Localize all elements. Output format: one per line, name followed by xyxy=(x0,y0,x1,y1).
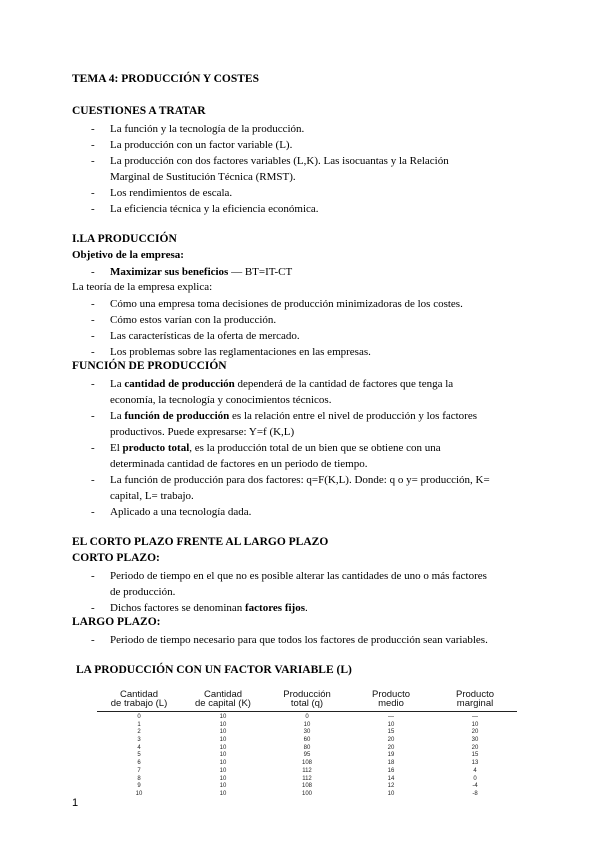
table-cell: 0 xyxy=(137,714,141,720)
list-item: - La eficiencia técnica y la eficiencia económica. xyxy=(91,201,551,217)
table-cell: -4 xyxy=(472,783,478,790)
table-cell: 30 xyxy=(303,729,311,736)
header-cell: Cantidad de capital (K) xyxy=(195,689,251,709)
page-number: 1 xyxy=(72,797,79,809)
corto-plazo-list xyxy=(91,568,561,616)
table-cell: 60 xyxy=(303,737,311,744)
table-cell: 30 xyxy=(471,737,479,744)
teoria-list xyxy=(91,296,551,360)
table-row xyxy=(97,729,517,737)
table-cell: 14 xyxy=(387,775,395,782)
table-cell: 100 xyxy=(301,790,312,797)
list-item: - Aplicado a una tecnología dada. xyxy=(91,504,561,520)
table-cell: 1 xyxy=(137,721,141,728)
production-table xyxy=(97,690,517,799)
header-cell: Producto medio xyxy=(371,689,411,709)
table-cell: 15 xyxy=(471,752,479,759)
table-row xyxy=(97,783,517,791)
table-cell: 8 xyxy=(137,775,141,782)
list-item: - Las características de la oferta de mercado. xyxy=(91,328,551,344)
table-cell: 5 xyxy=(137,752,141,759)
table-cell: 10 xyxy=(219,729,227,736)
list-item: - La producción con dos factores variables (L,K). Las isocuantas y la Relación Marginal de Sustitución Técnica (RMST). xyxy=(91,153,551,185)
table-cell: 112 xyxy=(302,775,312,782)
table-row xyxy=(97,768,517,776)
corto-plazo-heading: CORTO PLAZO: xyxy=(72,552,160,564)
list-item: - Dichos factores se denominan factores fijos. xyxy=(91,600,561,616)
table-cell: 3 xyxy=(137,737,141,744)
header-cell: Producción total (q) xyxy=(283,689,331,709)
header-cell: Cantidad de trabajo (L) xyxy=(110,689,168,709)
factor-variable-heading: LA PRODUCCIÓN CON UN FACTOR VARIABLE (L) xyxy=(76,664,352,676)
largo-plazo-heading: LARGO PLAZO: xyxy=(72,616,161,628)
table-row xyxy=(97,745,517,753)
table-cell: 10 xyxy=(471,721,479,728)
table-cell: 108 xyxy=(301,783,312,790)
table-cell: — xyxy=(472,714,478,720)
table-body xyxy=(97,714,517,799)
table-cell: 10 xyxy=(219,775,227,782)
table-row xyxy=(97,737,517,745)
table-cell: 20 xyxy=(387,737,395,744)
table-row xyxy=(97,714,517,722)
table-cell: 10 xyxy=(387,790,395,797)
table-cell: 10 xyxy=(219,767,227,774)
list-item: - Cómo estos varían con la producción. xyxy=(91,312,551,328)
table-row xyxy=(97,776,517,784)
table-cell: 10 xyxy=(135,790,143,797)
table-rule xyxy=(97,711,517,712)
list-item: - La cantidad de producción dependerá de la cantidad de factores que tenga la economía, la tecnología y conocimientos técnicos. xyxy=(91,376,561,408)
table-cell: 10 xyxy=(303,721,311,728)
produccion-heading: I.LA PRODUCCIÓN xyxy=(72,233,177,245)
table-cell: 9 xyxy=(137,783,141,790)
table-cell: 10 xyxy=(219,744,227,751)
list-item: - La función de producción para dos factores: q=F(K,L). Donde: q o y= producción, K= capital, L= trabajo. xyxy=(91,472,561,504)
table-row xyxy=(97,752,517,760)
list-item: - La producción con un factor variable (L). xyxy=(91,137,551,153)
table-cell: 10 xyxy=(219,721,227,728)
table-cell: 20 xyxy=(387,744,395,751)
largo-plazo-list xyxy=(91,632,561,648)
list-item: - El producto total, es la producción total de un bien que se obtiene con una determinada cantidad de factores en un periodo de tiempo. xyxy=(91,440,561,472)
funcion-list xyxy=(91,376,561,520)
list-item: - Maximizar sus beneficios — BT=IT-CT xyxy=(91,264,551,280)
table-row xyxy=(97,791,517,799)
table-cell: 10 xyxy=(219,783,227,790)
table-cell: 80 xyxy=(303,744,311,751)
list-item: - Cómo una empresa toma decisiones de producción minimizadoras de los costes. xyxy=(91,296,551,312)
page-title: TEMA 4: PRODUCCIÓN Y COSTES xyxy=(72,73,259,85)
table-cell: 15 xyxy=(387,729,395,736)
table-cell: 10 xyxy=(387,721,395,728)
plazo-heading: EL CORTO PLAZO FRENTE AL LARGO PLAZO xyxy=(72,536,329,548)
table-cell: 4 xyxy=(137,744,141,751)
table-cell: 18 xyxy=(387,760,395,767)
table-cell: -8 xyxy=(472,790,478,797)
table-cell: 95 xyxy=(303,752,311,759)
table-cell: 112 xyxy=(302,767,312,774)
table-cell: 10 xyxy=(219,752,227,759)
table-cell: 2 xyxy=(137,729,141,736)
objetivo-list xyxy=(91,264,551,280)
teoria-text: La teoría de la empresa explica: xyxy=(72,281,213,293)
table-cell: 10 xyxy=(219,714,227,720)
table-cell: 10 xyxy=(219,737,227,744)
list-item: - Periodo de tiempo en el que no es posible alterar las cantidades de uno o más factores de producción. xyxy=(91,568,561,600)
table-cell: 19 xyxy=(387,752,395,759)
table-cell: 16 xyxy=(387,767,395,774)
table-cell: 6 xyxy=(137,760,141,767)
list-item: - Los problemas sobre las reglamentaciones en las empresas. xyxy=(91,344,551,360)
table-header xyxy=(97,690,517,708)
cuestiones-heading: CUESTIONES A TRATAR xyxy=(72,105,206,117)
table-cell: 0 xyxy=(305,714,309,720)
table-cell: 20 xyxy=(471,744,479,751)
header-cell: Producto marginal xyxy=(455,689,495,709)
table-cell: — xyxy=(388,714,394,720)
objetivo-label: Objetivo de la empresa: xyxy=(72,249,184,261)
table-cell: 13 xyxy=(471,760,479,767)
table-cell: 10 xyxy=(219,790,227,797)
list-item: - La función de producción es la relación entre el nivel de producción y los factores productivos. Puede expresarse: Y=f (K,L) xyxy=(91,408,561,440)
table-row xyxy=(97,760,517,768)
list-item: - Periodo de tiempo necesario para que todos los factores de producción sean variables. xyxy=(91,632,561,648)
list-item: - La función y la tecnología de la producción. xyxy=(91,121,551,137)
table-row xyxy=(97,722,517,730)
table-cell: 7 xyxy=(137,767,141,774)
table-cell: 12 xyxy=(387,783,395,790)
table-cell: 0 xyxy=(473,775,477,782)
funcion-heading: FUNCIÓN DE PRODUCCIÓN xyxy=(72,360,227,372)
table-cell: 10 xyxy=(219,760,227,767)
table-cell: 4 xyxy=(473,767,477,774)
list-item: - Los rendimientos de escala. xyxy=(91,185,551,201)
table-cell: 20 xyxy=(471,729,479,736)
table-cell: 108 xyxy=(301,760,312,767)
cuestiones-list xyxy=(91,121,551,217)
